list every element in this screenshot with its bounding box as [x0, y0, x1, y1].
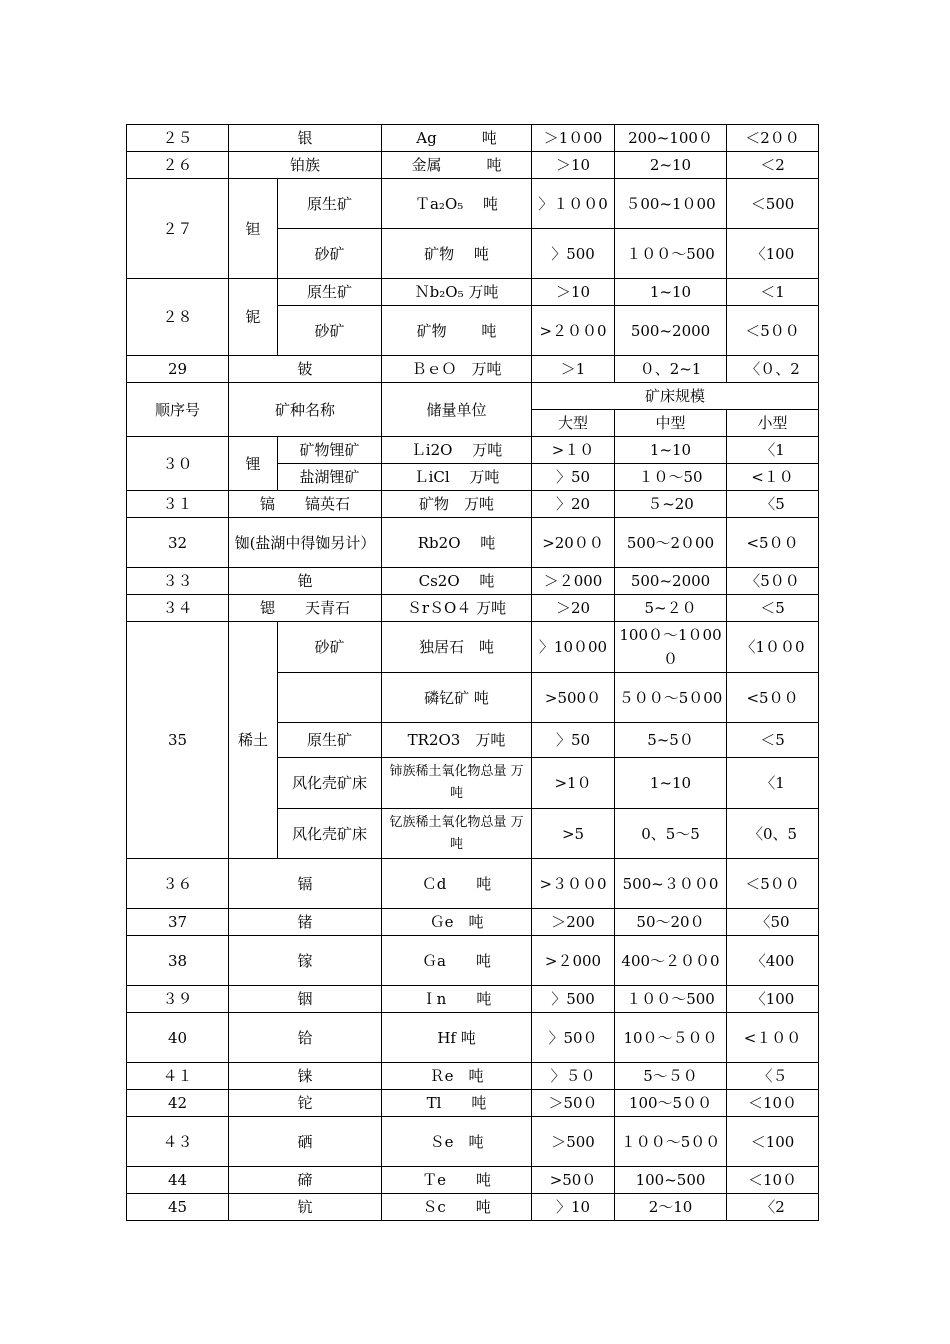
small-scale: 〈1 — [727, 758, 819, 809]
small-scale: 〈1００0 — [727, 622, 819, 673]
medium-scale: 2～10 — [615, 1194, 727, 1221]
medium-scale: ５00~1０00 — [615, 179, 727, 229]
small-scale: ＜2００ — [727, 125, 819, 152]
reserve-unit: Ｎb₂O₅ 万吨 — [382, 279, 532, 306]
mineral-name: 铊 — [229, 1090, 382, 1117]
mineral-name: 硒 — [229, 1117, 382, 1167]
mineral-name: 铪 — [229, 1013, 382, 1063]
mineral-name: 铯 — [229, 568, 382, 595]
table-row — [127, 491, 819, 518]
ore-type: 盐湖锂矿 — [278, 464, 382, 491]
table-header-row — [127, 383, 819, 410]
ore-type: 风化壳矿床 — [278, 809, 382, 859]
medium-scale: 50～20０ — [615, 909, 727, 936]
table-row — [127, 859, 819, 909]
row-number: 44 — [127, 1167, 229, 1194]
large-scale: 〉20 — [532, 491, 615, 518]
medium-scale: 500~３００0 — [615, 859, 727, 909]
reserve-unit: ＢｅＯ 万吨 — [382, 356, 532, 383]
small-scale: 〈400 — [727, 936, 819, 986]
large-scale: 〉10０00 — [532, 622, 615, 673]
ore-type: 原生矿 — [278, 279, 382, 306]
large-scale: ＞２000 — [532, 568, 615, 595]
small-scale: ＜5００ — [727, 859, 819, 909]
header-mineral-name: 矿种名称 — [229, 383, 382, 437]
medium-scale: １０～50 — [615, 464, 727, 491]
reserve-unit: 矿物 万吨 — [382, 491, 532, 518]
large-scale: ＞500 — [532, 1117, 615, 1167]
reserve-unit: Ｉn 吨 — [382, 986, 532, 1013]
mineral-name: 钪 — [229, 1194, 382, 1221]
mineral-name: 铷(盐湖中得铷另计） — [229, 518, 382, 568]
mineral-name: 银 — [229, 125, 382, 152]
medium-scale: ５００～5０00 — [615, 673, 727, 723]
reserve-unit: Ｓc 吨 — [382, 1194, 532, 1221]
reserve-unit: 钇族稀土氧化物总量 万吨 — [382, 809, 532, 859]
medium-scale: 1~10 — [615, 437, 727, 464]
ore-type: 砂矿 — [278, 229, 382, 279]
table-row — [127, 279, 819, 306]
reserve-unit: 矿物 吨 — [382, 229, 532, 279]
reserve-unit: Ｇe 吨 — [382, 909, 532, 936]
row-number: ３９ — [127, 986, 229, 1013]
reserve-unit: 金属 吨 — [382, 152, 532, 179]
medium-scale: 1~10 — [615, 758, 727, 809]
medium-scale: 5～５０ — [615, 1063, 727, 1090]
mineral-name: 镉 — [229, 859, 382, 909]
small-scale: ＜5００ — [727, 306, 819, 356]
large-scale: ＞20 — [532, 595, 615, 622]
small-scale: 〈５ — [727, 1063, 819, 1090]
small-scale: 〈50 — [727, 909, 819, 936]
large-scale: ＞1 — [532, 356, 615, 383]
medium-scale: 0、5～5 — [615, 809, 727, 859]
row-number: ４１ — [127, 1063, 229, 1090]
large-scale: 〉500 — [532, 229, 615, 279]
ore-type: 砂矿 — [278, 306, 382, 356]
reserve-unit: ＳrＳO４ 万吨 — [382, 595, 532, 622]
medium-scale: 100～5００ — [615, 1090, 727, 1117]
large-scale: >5 — [532, 809, 615, 859]
header-large: 大型 — [532, 410, 615, 437]
large-scale: ＞10 — [532, 279, 615, 306]
mineral-scale-table — [126, 124, 819, 1221]
small-scale: 〈100 — [727, 986, 819, 1013]
large-scale: 〉１００0 — [532, 179, 615, 229]
large-scale: 〉500 — [532, 986, 615, 1013]
mineral-name: 镓 — [229, 936, 382, 986]
small-scale: 〈5００ — [727, 568, 819, 595]
large-scale: 〉50０ — [532, 1013, 615, 1063]
table-row — [127, 179, 819, 229]
reserve-unit: Ag 吨 — [382, 125, 532, 152]
reserve-unit: Ｌi2O 万吨 — [382, 437, 532, 464]
table-row — [127, 909, 819, 936]
table-row — [127, 622, 819, 673]
mineral-name: 锶 天青石 — [229, 595, 382, 622]
large-scale: >１０ — [532, 437, 615, 464]
row-number: ２８ — [127, 279, 229, 356]
table-row — [127, 1194, 819, 1221]
mineral-name: 碲 — [229, 1167, 382, 1194]
reserve-unit: 矿物 吨 — [382, 306, 532, 356]
medium-scale: 400～２００0 — [615, 936, 727, 986]
reserve-unit: 独居石 吨 — [382, 622, 532, 673]
small-scale: 〈0、5 — [727, 809, 819, 859]
small-scale: 〈5 — [727, 491, 819, 518]
large-scale: >３００0 — [532, 859, 615, 909]
medium-scale: 1~10 — [615, 279, 727, 306]
table-row — [127, 125, 819, 152]
mineral-name: 镐 镐英石 — [229, 491, 382, 518]
reserve-unit: Ｔa₂O₅ 吨 — [382, 179, 532, 229]
table-row — [127, 595, 819, 622]
reserve-unit: Hf 吨 — [382, 1013, 532, 1063]
large-scale: 〉50 — [532, 723, 615, 758]
medium-scale: 5~２０ — [615, 595, 727, 622]
small-scale: ＜2 — [727, 152, 819, 179]
table-row — [127, 936, 819, 986]
medium-scale: 100０～1０00０ — [615, 622, 727, 673]
small-scale: ＜500 — [727, 179, 819, 229]
reserve-unit: Ｒe 吨 — [382, 1063, 532, 1090]
mineral-name: 稀土 — [229, 622, 278, 859]
small-scale: ＜10０ — [727, 1090, 819, 1117]
medium-scale: 500~2000 — [615, 306, 727, 356]
ore-type: 原生矿 — [278, 723, 382, 758]
large-scale: ＞1０00 — [532, 125, 615, 152]
ore-type — [278, 673, 382, 723]
row-number: ２６ — [127, 152, 229, 179]
row-number: 35 — [127, 622, 229, 859]
reserve-unit: ＬiCl 万吨 — [382, 464, 532, 491]
row-number: ３４ — [127, 595, 229, 622]
large-scale: >50０ — [532, 1167, 615, 1194]
medium-scale: 5~5０ — [615, 723, 727, 758]
small-scale: ＜1 — [727, 279, 819, 306]
mineral-name: 锗 — [229, 909, 382, 936]
small-scale: ＜5 — [727, 723, 819, 758]
row-number: 32 — [127, 518, 229, 568]
mineral-name: 铟 — [229, 986, 382, 1013]
mineral-name: 铂族 — [229, 152, 382, 179]
table-row — [127, 518, 819, 568]
header-medium: 中型 — [615, 410, 727, 437]
table-row — [127, 1013, 819, 1063]
reserve-unit: Tl 吨 — [382, 1090, 532, 1117]
header-number: 顺序号 — [127, 383, 229, 437]
reserve-unit: Ｇa 吨 — [382, 936, 532, 986]
medium-scale: 2~10 — [615, 152, 727, 179]
mineral-name: 锂 — [229, 437, 278, 491]
table-row — [127, 1090, 819, 1117]
row-number: ３６ — [127, 859, 229, 909]
large-scale: >２000 — [532, 936, 615, 986]
row-number: 42 — [127, 1090, 229, 1117]
row-number: 29 — [127, 356, 229, 383]
row-number: 38 — [127, 936, 229, 986]
large-scale: >500０ — [532, 673, 615, 723]
large-scale: >20００ — [532, 518, 615, 568]
small-scale: ＜10０ — [727, 1167, 819, 1194]
table-row — [127, 152, 819, 179]
ore-type: 风化壳矿床 — [278, 758, 382, 809]
reserve-unit: Rb2O 吨 — [382, 518, 532, 568]
medium-scale: １００～500 — [615, 229, 727, 279]
large-scale: >２００0 — [532, 306, 615, 356]
small-scale: 〈2 — [727, 1194, 819, 1221]
table-row — [127, 568, 819, 595]
reserve-unit: TR2O3 万吨 — [382, 723, 532, 758]
table-row — [127, 1063, 819, 1090]
reserve-unit: Ｃd 吨 — [382, 859, 532, 909]
medium-scale: １００～5００ — [615, 1117, 727, 1167]
small-scale: 〈1 — [727, 437, 819, 464]
header-small: 小型 — [727, 410, 819, 437]
large-scale: ＞10 — [532, 152, 615, 179]
mineral-name: 铼 — [229, 1063, 382, 1090]
reserve-unit: 磷钇矿 吨 — [382, 673, 532, 723]
table-row — [127, 1117, 819, 1167]
header-reserve-unit: 储量单位 — [382, 383, 532, 437]
row-number: ２５ — [127, 125, 229, 152]
table-row — [127, 356, 819, 383]
table-row — [127, 1167, 819, 1194]
reserve-unit: Cs2O 吨 — [382, 568, 532, 595]
medium-scale: １００～500 — [615, 986, 727, 1013]
medium-scale: ０、2~1 — [615, 356, 727, 383]
small-scale: ＜100 — [727, 1117, 819, 1167]
row-number: 37 — [127, 909, 229, 936]
medium-scale: 100~500 — [615, 1167, 727, 1194]
mineral-name: 铍 — [229, 356, 382, 383]
small-scale: <１０ — [727, 464, 819, 491]
large-scale: 〉10 — [532, 1194, 615, 1221]
row-number: 40 — [127, 1013, 229, 1063]
medium-scale: 200~100０ — [615, 125, 727, 152]
reserve-unit: 铈族稀土氧化物总量 万吨 — [382, 758, 532, 809]
large-scale: ＞50０ — [532, 1090, 615, 1117]
medium-scale: 500~2000 — [615, 568, 727, 595]
small-scale: <１００ — [727, 1013, 819, 1063]
small-scale: <5００ — [727, 518, 819, 568]
row-number: ２７ — [127, 179, 229, 279]
mineral-name: 钽 — [229, 179, 278, 279]
header-deposit-scale: 矿床规模 — [532, 383, 819, 410]
small-scale: 〈100 — [727, 229, 819, 279]
large-scale: ＞200 — [532, 909, 615, 936]
reserve-unit: Ｔe 吨 — [382, 1167, 532, 1194]
small-scale: ＜5 — [727, 595, 819, 622]
row-number: ３３ — [127, 568, 229, 595]
reserve-unit: Ｓe 吨 — [382, 1117, 532, 1167]
small-scale: <5００ — [727, 673, 819, 723]
row-number: ３１ — [127, 491, 229, 518]
large-scale: 〉５０ — [532, 1063, 615, 1090]
medium-scale: ５~20 — [615, 491, 727, 518]
table-row — [127, 437, 819, 464]
table-row — [127, 986, 819, 1013]
ore-type: 原生矿 — [278, 179, 382, 229]
large-scale: 〉50 — [532, 464, 615, 491]
medium-scale: 10０～５００ — [615, 1013, 727, 1063]
row-number: ４３ — [127, 1117, 229, 1167]
ore-type: 砂矿 — [278, 622, 382, 673]
small-scale: 〈０、2 — [727, 356, 819, 383]
row-number: 45 — [127, 1194, 229, 1221]
medium-scale: 500～2０00 — [615, 518, 727, 568]
large-scale: >1０ — [532, 758, 615, 809]
mineral-name: 铌 — [229, 279, 278, 356]
row-number: ３０ — [127, 437, 229, 491]
ore-type: 矿物锂矿 — [278, 437, 382, 464]
